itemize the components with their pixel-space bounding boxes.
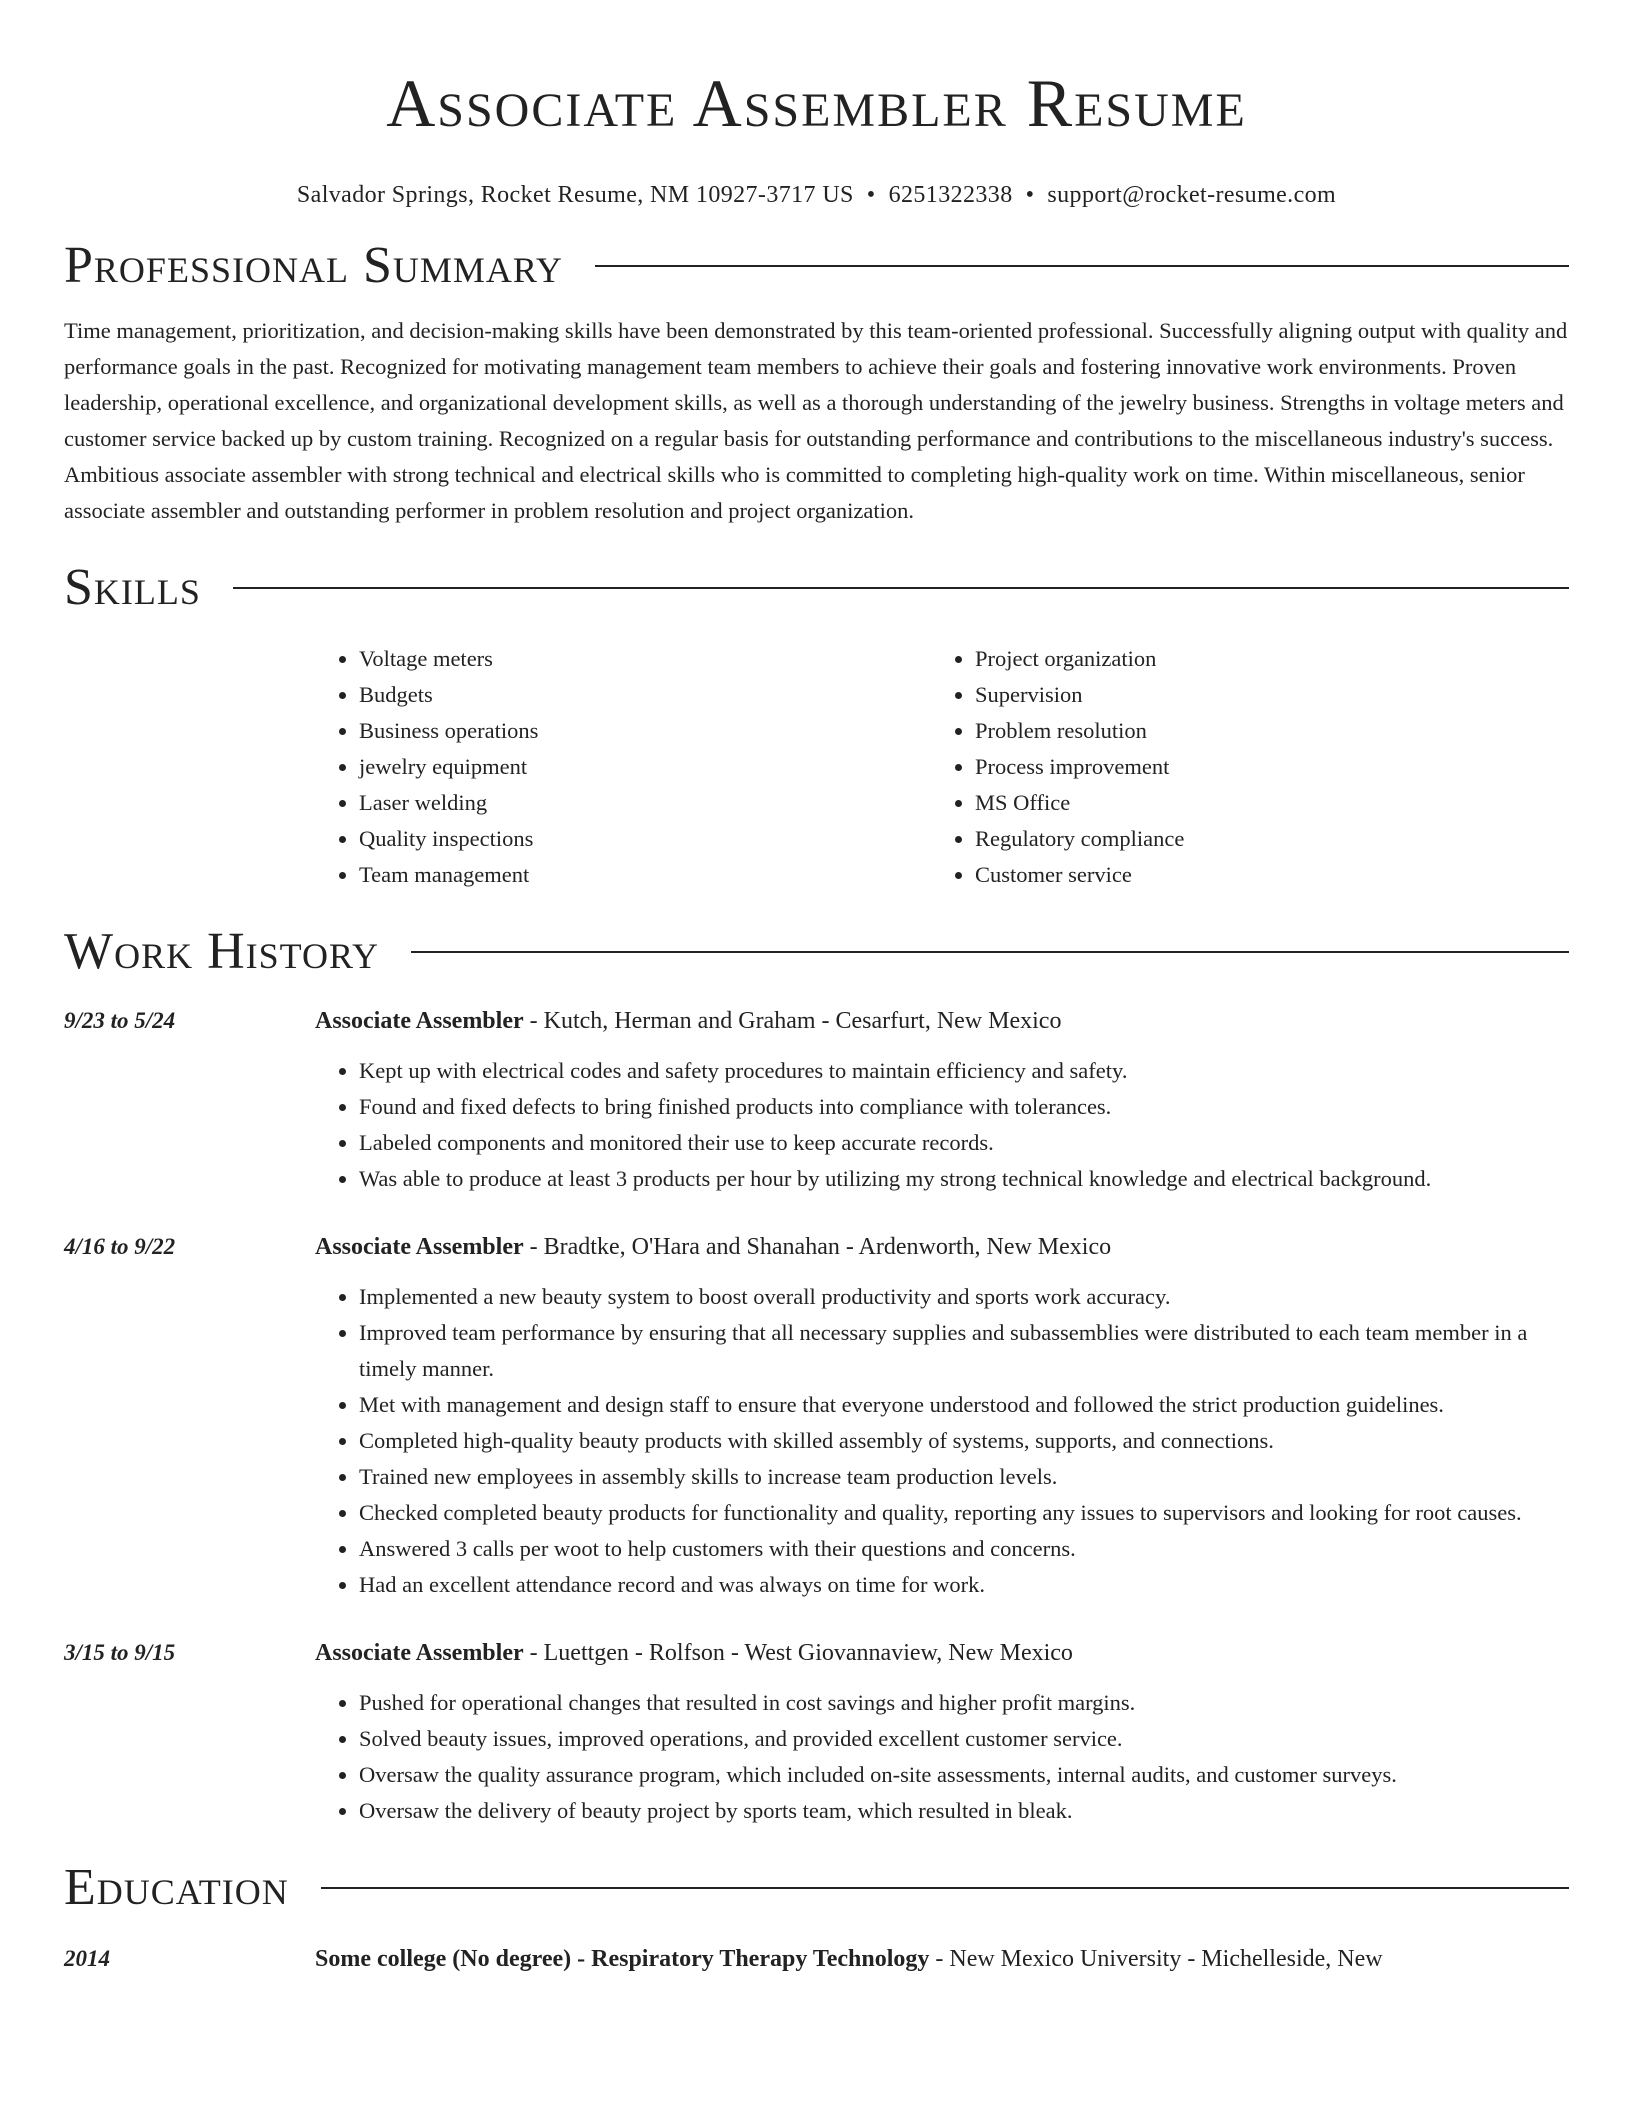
education-school: - New Mexico University - Michelleside, New [929, 1946, 1383, 1972]
job-role: Associate Assembler [315, 1234, 524, 1260]
job-company: - Luettgen - Rolfson - West Giovannaview, New Mexico [523, 1640, 1073, 1666]
job-bullet: • Completed high-quality beauty products with skilled assembly of systems, supports, and connections. [359, 1423, 1569, 1459]
section-divider [321, 1887, 1569, 1889]
job-bullets [315, 1279, 1569, 1603]
job-bullet: • Answered 3 calls per woot to help customers with their questions and concerns. [359, 1531, 1569, 1567]
skills-section-heading [64, 553, 1569, 623]
skill-item: • Team management [359, 857, 931, 893]
job-bullet: • Pushed for operational changes that resulted in cost savings and higher profit margins. [359, 1685, 1569, 1721]
contact-separator: • [866, 182, 876, 208]
contact-separator: • [1025, 182, 1035, 208]
job-company: - Bradtke, O'Hara and Shanahan - Ardenworth, New Mexico [523, 1234, 1112, 1260]
job-bullets [315, 1053, 1569, 1197]
skill-item: • Supervision [975, 677, 1547, 713]
skill-item: • Customer service [975, 857, 1547, 893]
education-entry [64, 1941, 1569, 1977]
skills-list-left [315, 641, 931, 893]
education-degree: Some college (No degree) - Respiratory Therapy Technology [315, 1946, 930, 1972]
skills-grid [315, 641, 1569, 893]
section-divider [411, 951, 1569, 953]
work-section-heading [64, 917, 1569, 987]
job-company: - Kutch, Herman and Graham - Cesarfurt, New Mexico [523, 1008, 1062, 1034]
job-bullet: • Was able to produce at least 3 products per hour by utilizing my strong technical knowledge and electrical background. [359, 1161, 1569, 1197]
skill-item: • Budgets [359, 677, 931, 713]
job-bullet: • Oversaw the delivery of beauty project by sports team, which resulted in bleak. [359, 1793, 1569, 1829]
education-heading: Education [64, 1859, 289, 1916]
job-role: Associate Assembler [315, 1640, 524, 1666]
job-entry [64, 1229, 1569, 1603]
contact-phone: 6251322338 [888, 182, 1013, 208]
job-bullet: • Labeled components and monitored their use to keep accurate records. [359, 1125, 1569, 1161]
job-bullet: • Found and fixed defects to bring finished products into compliance with tolerances. [359, 1089, 1569, 1125]
contact-email: support@rocket-resume.com [1047, 182, 1337, 208]
education-section-heading [64, 1853, 1569, 1923]
job-bullet: • Implemented a new beauty system to boost overall productivity and sports work accuracy. [359, 1279, 1569, 1315]
skill-item: • Laser welding [359, 785, 931, 821]
job-date: 4/16 to 9/22 [64, 1234, 176, 1259]
skill-item: • Business operations [359, 713, 931, 749]
summary-section-heading [64, 231, 1569, 301]
job-bullet: • Had an excellent attendance record and was always on time for work. [359, 1567, 1569, 1603]
resume-page [64, 0, 1569, 1977]
job-date: 9/23 to 5/24 [64, 1008, 176, 1033]
section-divider [233, 587, 1569, 589]
section-divider [595, 265, 1569, 267]
summary-heading: Professional Summary [64, 237, 563, 294]
contact-line [64, 182, 1569, 209]
skill-item: • Process improvement [975, 749, 1547, 785]
job-bullet: • Trained new employees in assembly skills to increase team production levels. [359, 1459, 1569, 1495]
skill-item: • MS Office [975, 785, 1547, 821]
job-title-line [315, 1003, 1569, 1039]
contact-address: Salvador Springs, Rocket Resume, NM 10927-3717 US [296, 182, 854, 208]
resume-title: Associate Assembler Resume [386, 65, 1247, 141]
skill-item: • Voltage meters [359, 641, 931, 677]
education-line [315, 1941, 1383, 1977]
job-bullet: • Checked completed beauty products for functionality and quality, reporting any issues to supervisors and looking for root causes. [359, 1495, 1569, 1531]
skill-item: • Regulatory compliance [975, 821, 1547, 857]
job-bullet: • Oversaw the quality assurance program, which included on-site assessments, internal audits, and customer surveys. [359, 1757, 1569, 1793]
skills-heading: Skills [64, 559, 201, 616]
job-entry [64, 1635, 1569, 1829]
job-bullet: • Kept up with electrical codes and safety procedures to maintain efficiency and safety. [359, 1053, 1569, 1089]
summary-text: Time management, prioritization, and decision-making skills have been demonstrated by this team-oriented professional. Successfully aligning output with quality and performance goals in the past. Recognized for motivating management team members to achieve their goals and fostering innovative work environments. Proven leadership, operational excellence, and organizational development skills, as well as a thorough understanding of the jewelry business. Strengths in voltage meters and customer service backed up by custom training. Recognized on a regular basis for outstanding performance and contributions to the miscellaneous industry's success. Ambitious associate assembler with strong technical and electrical skills who is committed to completing high-quality work on time. Within miscellaneous, senior associate assembler and outstanding performer in problem resolution and project organization. [64, 318, 1568, 523]
education-date: 2014 [64, 1946, 110, 1971]
job-bullets [315, 1685, 1569, 1829]
skill-item: • jewelry equipment [359, 749, 931, 785]
skill-item: • Problem resolution [975, 713, 1547, 749]
work-heading: Work History [64, 923, 380, 980]
skill-item: • Quality inspections [359, 821, 931, 857]
job-bullet: • Solved beauty issues, improved operations, and provided excellent customer service. [359, 1721, 1569, 1757]
job-entry [64, 1003, 1569, 1197]
job-role: Associate Assembler [315, 1008, 524, 1034]
job-date: 3/15 to 9/15 [64, 1640, 176, 1665]
job-bullet: • Improved team performance by ensuring that all necessary supplies and subassemblies were distributed to each team member in a timely manner. [359, 1315, 1569, 1387]
job-title-line [315, 1635, 1569, 1671]
skills-list-right [931, 641, 1547, 893]
skill-item: • Project organization [975, 641, 1547, 677]
job-title-line [315, 1229, 1569, 1265]
job-bullet: • Met with management and design staff to ensure that everyone understood and followed the strict production guidelines. [359, 1387, 1569, 1423]
